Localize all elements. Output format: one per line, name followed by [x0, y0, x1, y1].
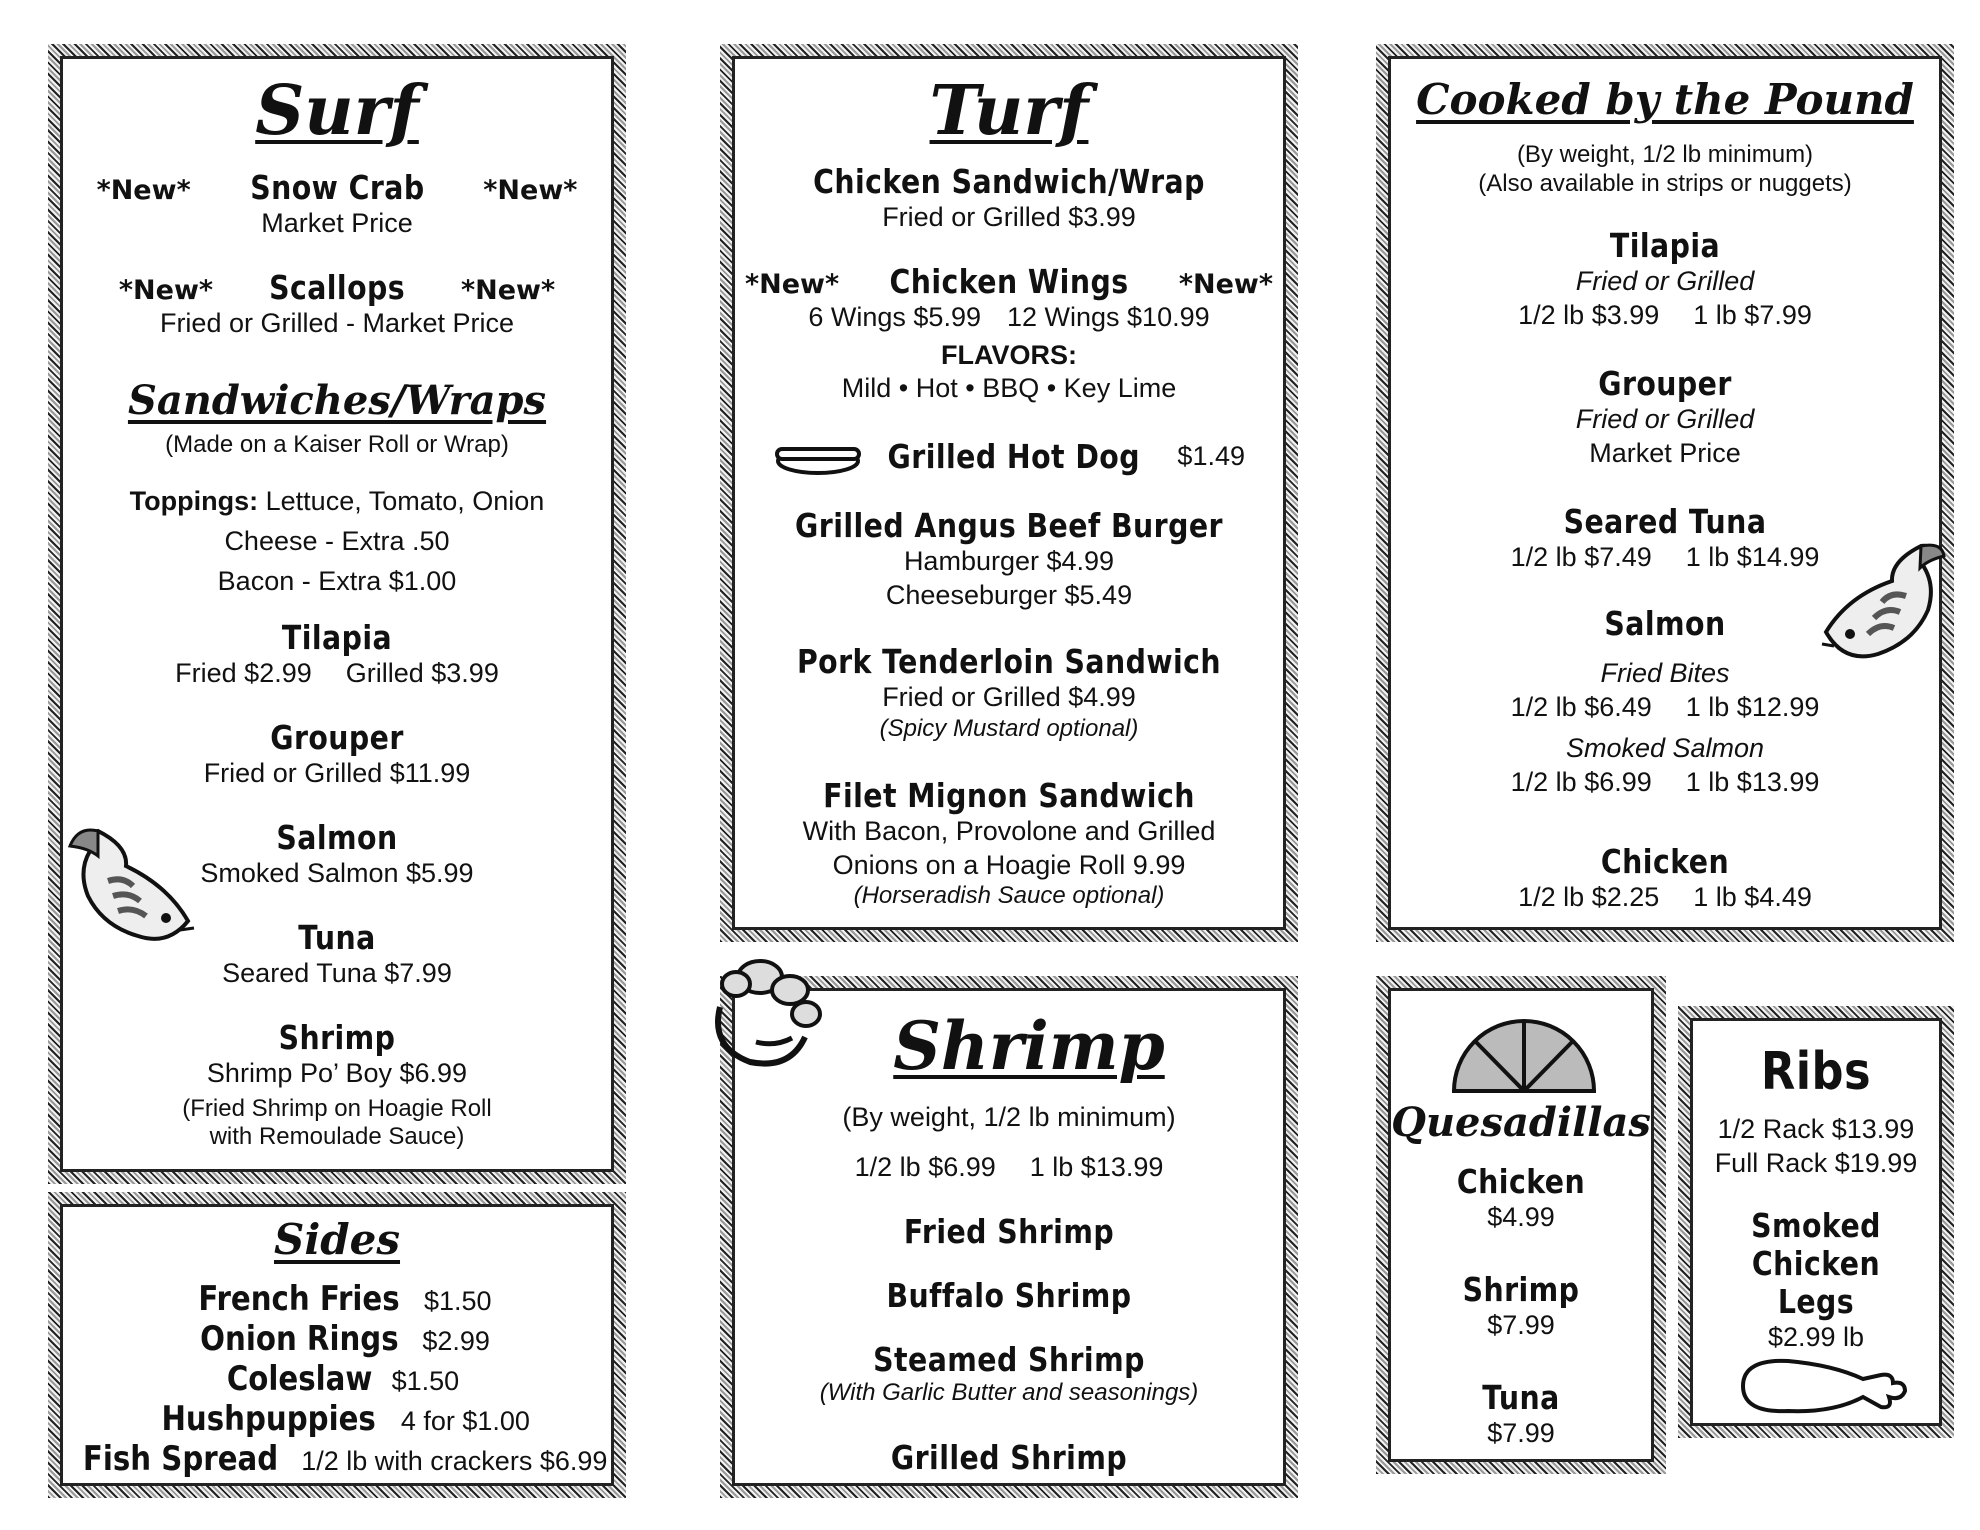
salmon-detail: Smoked Salmon $5.99 — [200, 857, 474, 888]
fried-shrimp: Fried Shrimp — [903, 1212, 1115, 1251]
pound-grouper-style: Fried or Grilled — [1575, 403, 1755, 434]
pork-name: Pork Tenderloin Sandwich — [796, 642, 1222, 681]
steamed-note: (With Garlic Butter and seasonings) — [819, 1378, 1199, 1406]
scallops-name: Scallops — [268, 268, 406, 307]
pound-salmon-bites: Fried Bites — [1600, 657, 1730, 688]
grilled-shrimp: Grilled Shrimp — [890, 1438, 1128, 1477]
wings-twelve: 12 Wings $10.99 — [1006, 301, 1210, 332]
list-item: French Fries $1.50 — [198, 1279, 492, 1319]
pound-tilapia-style: Fried or Grilled — [1575, 265, 1755, 296]
tilapia-name: Tilapia — [281, 618, 393, 657]
filet-name: Filet Mignon Sandwich — [823, 776, 1195, 815]
quesadilla-tuna: Tuna — [1482, 1378, 1560, 1417]
shrimp-name: Shrimp — [278, 1018, 396, 1057]
pound-tuna-half: 1/2 lb $7.49 — [1510, 541, 1652, 572]
tilapia-grilled: Grilled $3.99 — [345, 657, 499, 688]
quesadilla-chicken: Chicken — [1456, 1162, 1586, 1201]
hot-dog-price: $1.49 — [1177, 441, 1245, 472]
snow-crab-price: Market Price — [261, 207, 413, 238]
chicken-legs-label: Chicken Legs — [1751, 1243, 1881, 1321]
grouper-detail: Fried or Grilled $11.99 — [203, 757, 471, 788]
new-tag: *New* — [483, 175, 578, 206]
sandwiches-title: Sandwiches/Wraps — [127, 377, 547, 424]
shrimp-note-2: with Remoulade Sauce) — [209, 1123, 465, 1151]
filet-detail-2: Onions on a Hoagie Roll 9.99 — [832, 849, 1186, 880]
grouper-name: Grouper — [270, 718, 404, 757]
ribs-full: Full Rack $19.99 — [1714, 1147, 1918, 1178]
hot-dog-name: Grilled Hot Dog — [887, 437, 1141, 477]
sides-panel — [48, 1192, 626, 1498]
pound-panel — [1376, 44, 1954, 942]
surf-title: Surf — [255, 71, 419, 151]
pound-tuna-name: Seared Tuna — [1563, 502, 1767, 541]
quesadilla-shrimp: Shrimp — [1462, 1270, 1580, 1309]
pound-salmon-bites-half: 1/2 lb $6.49 — [1510, 691, 1652, 722]
drumstick-icon — [1733, 1351, 1913, 1421]
pound-title: Cooked by the Pound — [1416, 75, 1914, 124]
burger-name: Grilled Angus Beef Burger — [795, 506, 1223, 545]
shrimp-detail: Shrimp Po’ Boy $6.99 — [206, 1057, 468, 1088]
ribs-panel — [1678, 1006, 1954, 1438]
pound-smoked-half: 1/2 lb $6.99 — [1510, 767, 1652, 798]
pound-tilapia-full: 1 lb $7.99 — [1693, 299, 1812, 330]
quesadilla-shrimp-price: $7.99 — [1487, 1309, 1555, 1340]
ribs-half: 1/2 Rack $13.99 — [1717, 1114, 1915, 1144]
quesadillas-panel — [1376, 976, 1666, 1474]
pound-chicken-half: 1/2 lb $2.25 — [1518, 881, 1660, 912]
wings-six: 6 Wings $5.99 — [808, 301, 981, 332]
shrimp-note-1: (Fried Shrimp on Hoagie Roll — [182, 1094, 492, 1122]
chicken-legs-price: $2.99 lb — [1767, 1321, 1865, 1352]
sides-title: Sides — [273, 1215, 401, 1264]
wings-name: Chicken Wings — [889, 262, 1129, 301]
list-item: Coleslaw $1.50 — [226, 1359, 460, 1400]
shrimp-note: (By weight, 1/2 lb minimum) — [842, 1102, 1176, 1132]
sandwiches-note: (Made on a Kaiser Roll or Wrap) — [165, 431, 509, 458]
buffalo-shrimp: Buffalo Shrimp — [886, 1276, 1132, 1315]
surf-panel — [48, 44, 626, 1184]
list-item: Hushpuppies 4 for $1.00 — [161, 1399, 530, 1440]
pound-grouper-price: Market Price — [1589, 437, 1741, 468]
tuna-detail: Seared Tuna $7.99 — [222, 957, 452, 988]
chicken-sandwich-name: Chicken Sandwich/Wrap — [813, 162, 1205, 201]
pork-note: (Spicy Mustard optional) — [879, 714, 1139, 742]
new-tag: *New* — [118, 275, 214, 306]
pound-note-2: (Also available in strips or nuggets) — [1478, 169, 1852, 197]
pound-chicken-name: Chicken — [1600, 842, 1730, 881]
pound-salmon-bites-full: 1 lb $12.99 — [1685, 691, 1820, 722]
chicken-sandwich-detail: Fried or Grilled $3.99 — [882, 201, 1136, 232]
new-tag: *New* — [96, 175, 191, 206]
pound-smoked-salmon: Smoked Salmon — [1565, 733, 1765, 764]
pound-note-1: (By weight, 1/2 lb minimum) — [1516, 141, 1814, 168]
turf-panel — [720, 44, 1298, 942]
pound-grouper-name: Grouper — [1598, 364, 1732, 403]
new-tag: *New* — [1178, 269, 1273, 300]
tuna-name: Tuna — [298, 918, 376, 957]
quesadilla-tuna-price: $7.99 — [1487, 1417, 1555, 1448]
new-tag: *New* — [460, 275, 556, 306]
shrimp-title: Shrimp — [893, 1007, 1165, 1085]
cheeseburger-price: Cheeseburger $5.49 — [885, 579, 1133, 610]
filet-detail-1: With Bacon, Provolone and Grilled — [802, 815, 1216, 846]
ribs-title: Ribs — [1760, 1042, 1872, 1102]
bacon-extra: Bacon - Extra $1.00 — [217, 565, 457, 596]
steamed-shrimp: Steamed Shrimp — [873, 1340, 1145, 1379]
turf-title: Turf — [929, 71, 1089, 151]
shrimp-half-price: 1/2 lb $6.99 — [854, 1152, 996, 1182]
pound-tuna-full: 1 lb $14.99 — [1685, 541, 1820, 572]
pork-detail: Fried or Grilled $4.99 — [882, 681, 1136, 712]
fish-icon — [68, 826, 208, 966]
pound-smoked-full: 1 lb $13.99 — [1685, 767, 1820, 798]
pound-chicken-full: 1 lb $4.49 — [1693, 881, 1812, 912]
toppings-list: Lettuce, Tomato, Onion — [265, 486, 545, 516]
scallops-detail: Fried or Grilled - Market Price — [159, 307, 515, 338]
shrimp-full-price: 1 lb $13.99 — [1029, 1152, 1164, 1182]
pound-salmon-name: Salmon — [1604, 604, 1726, 643]
pound-tilapia-half: 1/2 lb $3.99 — [1518, 299, 1660, 330]
quesadilla-icon — [1449, 1013, 1599, 1095]
fish-icon — [1796, 536, 1946, 686]
toppings-label: Toppings: — [129, 486, 259, 516]
tilapia-fried: Fried $2.99 — [175, 657, 312, 688]
snow-crab-name: Snow Crab — [249, 168, 425, 207]
pound-tilapia-name: Tilapia — [1609, 226, 1721, 265]
salmon-name: Salmon — [276, 818, 398, 857]
hot-dog-icon — [773, 437, 863, 477]
quesadilla-chicken-price: $4.99 — [1487, 1201, 1555, 1232]
hamburger-price: Hamburger $4.99 — [903, 545, 1115, 576]
new-tag: *New* — [745, 269, 840, 300]
fish-spread: Fish Spread 1/2 lb with crackers $6.99 — [82, 1439, 608, 1480]
quesadillas-title: Quesadillas — [1391, 1099, 1651, 1146]
flavors-label: FLAVORS: — [941, 339, 1077, 370]
smoked-label: Smoked — [1751, 1206, 1881, 1245]
shrimp-icon — [700, 952, 830, 1072]
cheese-extra: Cheese - Extra .50 — [224, 525, 450, 556]
filet-note: (Horseradish Sauce optional) — [853, 882, 1165, 910]
list-item: Onion Rings $2.99 — [200, 1319, 490, 1360]
flavors-list: Mild • Hot • BBQ • Key Lime — [841, 373, 1177, 404]
